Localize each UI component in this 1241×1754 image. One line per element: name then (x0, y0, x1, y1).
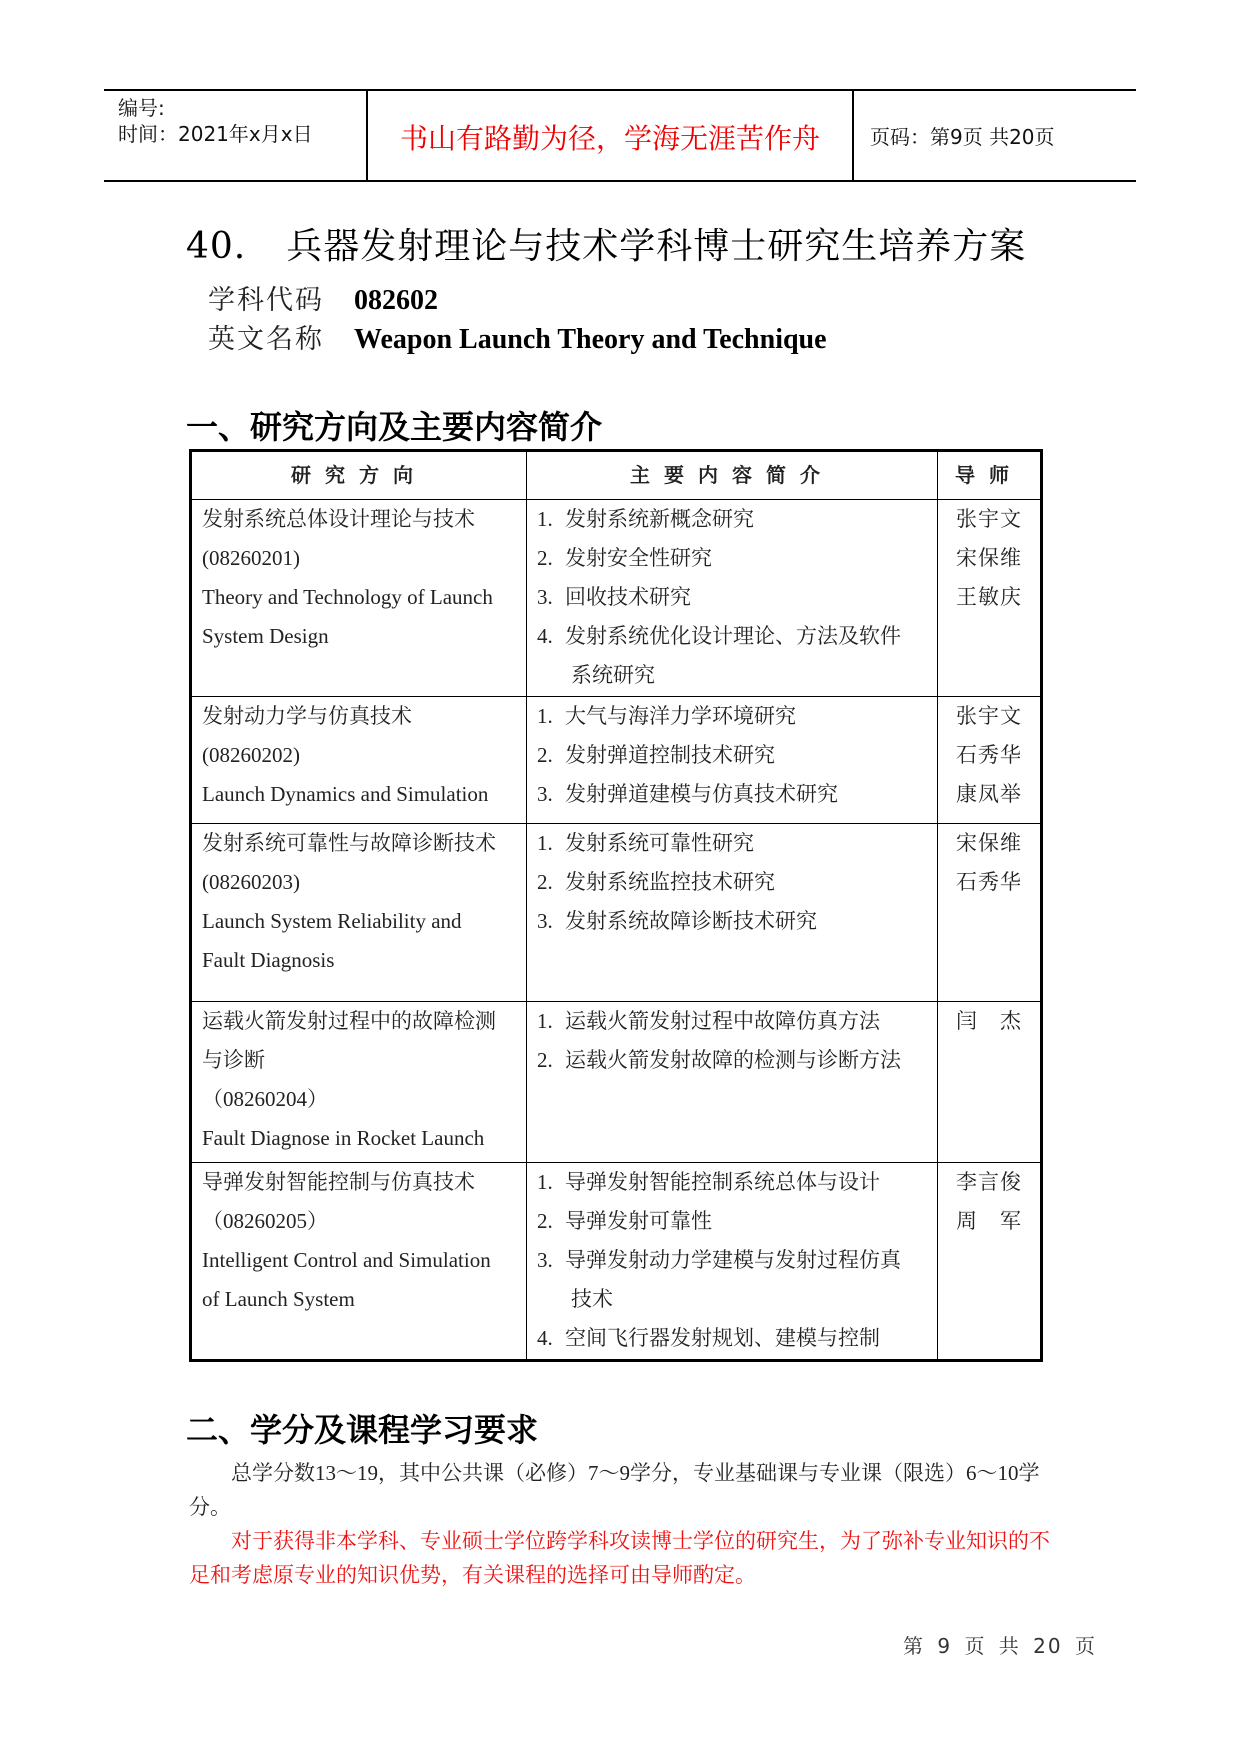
content-cell (527, 1163, 938, 1361)
item-number: 3. (537, 585, 553, 609)
item-text: 导弹发射可靠性 (565, 1209, 712, 1233)
supervisor-cell (938, 500, 1042, 697)
direction-line: Launch Dynamics and Simulation (202, 782, 489, 806)
table-row (191, 1163, 1042, 1361)
item-number: 3. (537, 782, 553, 806)
item-text: 导弹发射智能控制系统总体与设计 (565, 1170, 880, 1194)
item-number: 3. (537, 1248, 553, 1272)
table-row (191, 500, 1042, 697)
content-item (537, 1202, 931, 1241)
header-motto: 书山有路勤为径，学海无涯苦作舟 (399, 122, 820, 155)
table-header-row (191, 451, 1042, 500)
content-item (537, 1041, 931, 1080)
direction-line: Theory and Technology of Launch (202, 585, 493, 609)
cross-discipline-note: 对于获得非本学科、专业硕士学位跨学科攻读博士学位的研究生，为了弥补专业知识的不足和考虑原专业的知识优势，有关课程的选择可由导师酌定。 (189, 1529, 1050, 1587)
item-text: 大气与海洋力学环境研究 (565, 704, 796, 728)
item-number: 3. (537, 909, 553, 933)
item-text: 系统研究 (571, 663, 655, 687)
item-text: 发射系统优化设计理论、方法及软件 (565, 624, 901, 648)
header-left (118, 95, 313, 147)
section-heading-research-directions: 一、研究方向及主要内容简介 (186, 408, 603, 446)
item-text: 发射弹道建模与仿真技术研究 (565, 782, 838, 806)
direction-line: 发射系统总体设计理论与技术 (202, 507, 475, 531)
supervisor-name: 周 军 (956, 1209, 1022, 1233)
item-text: 导弹发射动力学建模与发射过程仿真 (565, 1248, 901, 1272)
content-item (537, 824, 931, 863)
direction-line: （08260204） (202, 1087, 328, 1111)
discipline-code-label: 学科代码 (208, 285, 324, 316)
content-item (537, 1163, 931, 1202)
supervisor-cell (938, 824, 1042, 1002)
content-item (537, 697, 931, 736)
content-item (537, 500, 931, 539)
content-item (537, 1319, 931, 1358)
table-row (191, 697, 1042, 824)
item-number: 2. (537, 743, 553, 767)
item-text: 发射系统新概念研究 (565, 507, 754, 531)
direction-cell (191, 500, 527, 697)
page-header (104, 89, 1136, 182)
direction-line: Intelligent Control and Simulation (202, 1248, 491, 1272)
content-cell (527, 697, 938, 824)
supervisor-name: 王敏庆 (956, 585, 1022, 609)
research-directions-table (189, 449, 1043, 1362)
item-text: 发射系统可靠性研究 (565, 831, 754, 855)
serial-label: 编号: (118, 96, 165, 120)
discipline-code-value: 082602 (354, 285, 438, 316)
supervisor-name: 张宇文 (956, 704, 1022, 728)
date-label: 时间：2021年x月x日 (118, 122, 313, 146)
supervisor-name: 宋保维 (956, 546, 1022, 570)
direction-line: Fault Diagnose in Rocket Launch (202, 1126, 485, 1150)
discipline-code-row (208, 278, 438, 317)
direction-line: of Launch System (202, 1287, 355, 1311)
item-text: 发射系统监控技术研究 (565, 870, 775, 894)
supervisor-name: 宋保维 (956, 831, 1022, 855)
supervisor-name: 石秀华 (956, 870, 1022, 894)
supervisor-name: 闫 杰 (956, 1009, 1022, 1033)
supervisor-name: 张宇文 (956, 507, 1022, 531)
item-number: 1. (537, 507, 553, 531)
item-text: 运载火箭发射故障的检测与诊断方法 (565, 1048, 901, 1072)
item-number: 1. (537, 831, 553, 855)
item-number: 2. (537, 1209, 553, 1233)
page-footer: 第 9 页 共 20 页 (903, 1634, 1097, 1658)
direction-line: (08260202) (202, 743, 300, 767)
item-number: 2. (537, 870, 553, 894)
item-text: 技术 (571, 1287, 613, 1311)
english-name-value: Weapon Launch Theory and Technique (354, 324, 827, 355)
direction-line: 运载火箭发射过程中的故障检测 (202, 1009, 496, 1033)
header-divider (852, 91, 854, 180)
content-item (537, 617, 931, 656)
direction-line: 发射系统可靠性与故障诊断技术 (202, 831, 496, 855)
title-text: 兵器发射理论与技术学科博士研究生培养方案 (286, 226, 1027, 267)
content-item (537, 578, 931, 617)
supervisor-cell (938, 1163, 1042, 1361)
item-number: 4. (537, 1326, 553, 1350)
direction-cell (191, 1163, 527, 1361)
column-header-direction: 研究方向 (191, 451, 527, 500)
item-number: 4. (537, 624, 553, 648)
item-number: 1. (537, 1009, 553, 1033)
supervisor-name: 李言俊 (956, 1170, 1022, 1194)
section-heading-credits: 二、学分及课程学习要求 (186, 1411, 539, 1449)
content-cell (527, 500, 938, 697)
content-item (537, 1280, 931, 1319)
column-header-content: 主要内容简介 (527, 451, 938, 500)
item-text: 发射系统故障诊断技术研究 (565, 909, 817, 933)
item-number: 1. (537, 1170, 553, 1194)
table-row (191, 824, 1042, 1002)
document-title (186, 218, 1026, 269)
content-item (537, 539, 931, 578)
english-name-label: 英文名称 (208, 324, 324, 355)
direction-line: (08260201) (202, 546, 300, 570)
direction-line: 导弹发射智能控制与仿真技术 (202, 1170, 475, 1194)
title-number: 40. (186, 226, 247, 267)
content-item (537, 775, 931, 814)
content-item (537, 863, 931, 902)
supervisor-cell (938, 1002, 1042, 1163)
column-header-supervisor: 导师 (938, 451, 1042, 500)
credits-paragraph: 总学分数13～19，其中公共课（必修）7～9学分，专业基础课与专业课（限选）6～10学分。 (189, 1461, 1040, 1519)
item-text: 发射安全性研究 (565, 546, 712, 570)
direction-line: （08260205） (202, 1209, 328, 1233)
item-number: 2. (537, 546, 553, 570)
direction-line: (08260203) (202, 870, 300, 894)
content-item (537, 902, 931, 941)
content-cell (527, 824, 938, 1002)
direction-line: 发射动力学与仿真技术 (202, 704, 412, 728)
item-number: 1. (537, 704, 553, 728)
item-text: 发射弹道控制技术研究 (565, 743, 775, 767)
supervisor-cell (938, 697, 1042, 824)
supervisor-name: 石秀华 (956, 743, 1022, 767)
direction-cell (191, 824, 527, 1002)
table-row (191, 1002, 1042, 1163)
header-page-info: 页码：第9页 共20页 (870, 125, 1055, 149)
content-item (537, 736, 931, 775)
content-item (537, 1241, 931, 1280)
direction-line: 与诊断 (202, 1048, 265, 1072)
item-text: 空间飞行器发射规划、建模与控制 (565, 1326, 880, 1350)
direction-line: System Design (202, 624, 329, 648)
content-cell (527, 1002, 938, 1163)
supervisor-name: 康凤举 (956, 782, 1022, 806)
item-text: 运载火箭发射过程中故障仿真方法 (565, 1009, 880, 1033)
content-item (537, 1002, 931, 1041)
item-text: 回收技术研究 (565, 585, 691, 609)
direction-line: Fault Diagnosis (202, 948, 335, 972)
direction-cell (191, 1002, 527, 1163)
content-item (537, 656, 931, 695)
english-name-row (208, 317, 827, 356)
direction-line: Launch System Reliability and (202, 909, 462, 933)
item-number: 2. (537, 1048, 553, 1072)
direction-cell (191, 697, 527, 824)
